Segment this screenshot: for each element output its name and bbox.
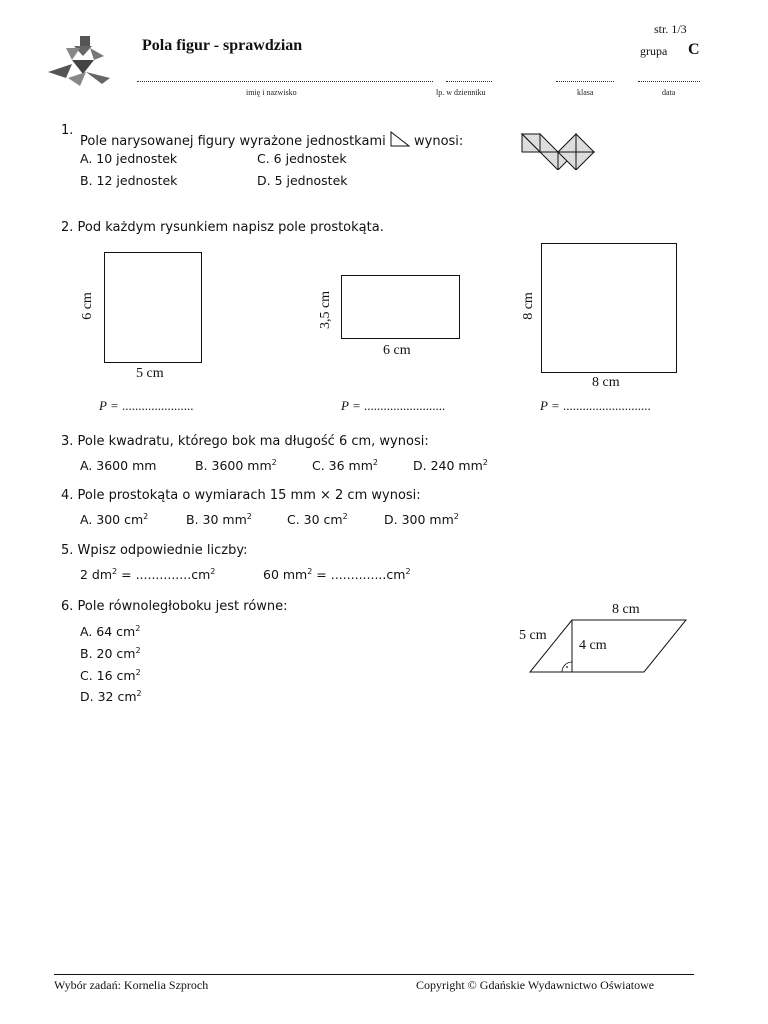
number-field-line[interactable] (446, 81, 492, 82)
q6-option-b[interactable]: B. 20 $cm^2$ (80, 645, 141, 661)
footer-author: Wybór zadań: Kornelia Szproch (54, 978, 209, 992)
class-field-line[interactable] (556, 81, 614, 82)
q5-item-1[interactable]: 2 $dm^2 = ..............cm^2$ (80, 566, 216, 582)
q5-text: 5. Wpisz odpowiednie liczby: (61, 543, 248, 558)
date-field-label: data (662, 88, 676, 97)
q3-option-a[interactable]: A. 3600 mm (80, 458, 157, 473)
q1-text-before: Pole narysowanej figury wyrażone jednostkami (80, 134, 386, 149)
rect1-answer[interactable] (99, 398, 193, 414)
rect3-answer-label: P = (540, 398, 560, 413)
q1-text (80, 131, 463, 149)
rect3-bottom-label: 8 cm (592, 375, 620, 390)
q1-option-d[interactable]: D. 5 jednostek (257, 173, 348, 188)
rect1-answer-dots: ...................... (121, 398, 194, 413)
parallelogram-height-label: 4 cm (579, 638, 607, 653)
q4-option-a[interactable]: A. 300 $cm^2$ (80, 511, 149, 527)
name-field-label: imię i nazwisko (246, 88, 297, 97)
q6-option-c[interactable]: C. 16 $cm^2$ (80, 667, 141, 683)
q2-text: 2. Pod każdym rysunkiem napisz pole prostokąta. (61, 220, 384, 235)
q3-text: 3. Pole kwadratu, którego bok ma długość 6 cm, wynosi: (61, 434, 429, 449)
parallelogram-figure (528, 618, 690, 674)
rect1-bottom-label: 5 cm (136, 366, 164, 381)
q3-option-d[interactable]: D. 240 $mm^2$ (413, 457, 488, 473)
triangle-figure (520, 130, 598, 170)
page-title: Pola figur - sprawdzian (142, 37, 303, 54)
unit-triangle-icon (390, 131, 410, 147)
rectangle-1 (104, 252, 202, 363)
q6-option-a[interactable]: A. 64 $cm^2$ (80, 623, 141, 639)
q4-option-d[interactable]: D. 300 $mm^2$ (384, 511, 459, 527)
q6-text: 6. Pole równoległoboku jest równe: (61, 599, 288, 614)
rect2-answer-label: P = (341, 398, 361, 413)
date-field-line[interactable] (638, 81, 700, 82)
rect2-bottom-label: 6 cm (383, 343, 411, 358)
q5-item-2[interactable]: 60 $mm^2 = ..............cm^2$ (263, 566, 411, 582)
rect2-answer[interactable] (341, 398, 445, 414)
rect2-side-label: 3,5 cm (318, 290, 334, 330)
rect1-answer-label: P = (99, 398, 119, 413)
footer-copyright: Copyright © Gdańskie Wydawnictwo Oświatowe (416, 978, 655, 992)
q4-option-c[interactable]: C. 30 $cm^2$ (287, 511, 348, 527)
rect2-answer-dots: ......................... (363, 398, 446, 413)
q5-item-1-blank[interactable]: .............. (135, 567, 192, 582)
group-label: grupa (640, 44, 668, 58)
q1-option-a[interactable]: A. 10 jednostek (80, 151, 178, 166)
publisher-logo (46, 34, 112, 88)
rect3-answer[interactable] (540, 398, 651, 414)
q1-text-after: wynosi: (414, 134, 464, 149)
q3-option-b[interactable]: B. 3600 $mm^2$ (195, 457, 277, 473)
parallelogram-side-label: 5 cm (519, 628, 547, 643)
group-value: C (688, 41, 700, 58)
q1-option-b[interactable]: B. 12 jednostek (80, 173, 178, 188)
rectangle-3 (541, 243, 677, 373)
q4-text: 4. Pole prostokąta o wymiarach 15 mm × 2 cm wynosi: (61, 488, 421, 503)
q4-option-b[interactable]: B. 30 $mm^2$ (186, 511, 252, 527)
q6-option-d[interactable]: D. 32 $cm^2$ (80, 688, 142, 704)
rect3-side-label: 8 cm (520, 292, 536, 320)
q3-option-c[interactable]: C. 36 $mm^2$ (312, 457, 379, 473)
rectangle-2 (341, 275, 460, 339)
q5-item-2-blank[interactable]: .............. (330, 567, 387, 582)
rect1-side-label: 6 cm (79, 292, 95, 320)
q1-option-c[interactable]: C. 6 jednostek (257, 151, 347, 166)
q1-number: 1. (61, 123, 74, 138)
class-field-label: klasa (577, 88, 594, 97)
rect3-answer-dots: ........................... (562, 398, 651, 413)
name-field-line[interactable] (137, 81, 433, 82)
parallelogram-top-label: 8 cm (612, 602, 640, 617)
number-field-label: lp. w dzienniku (436, 88, 486, 97)
page-number: str. 1/3 (654, 22, 687, 36)
footer-rule (54, 974, 694, 975)
